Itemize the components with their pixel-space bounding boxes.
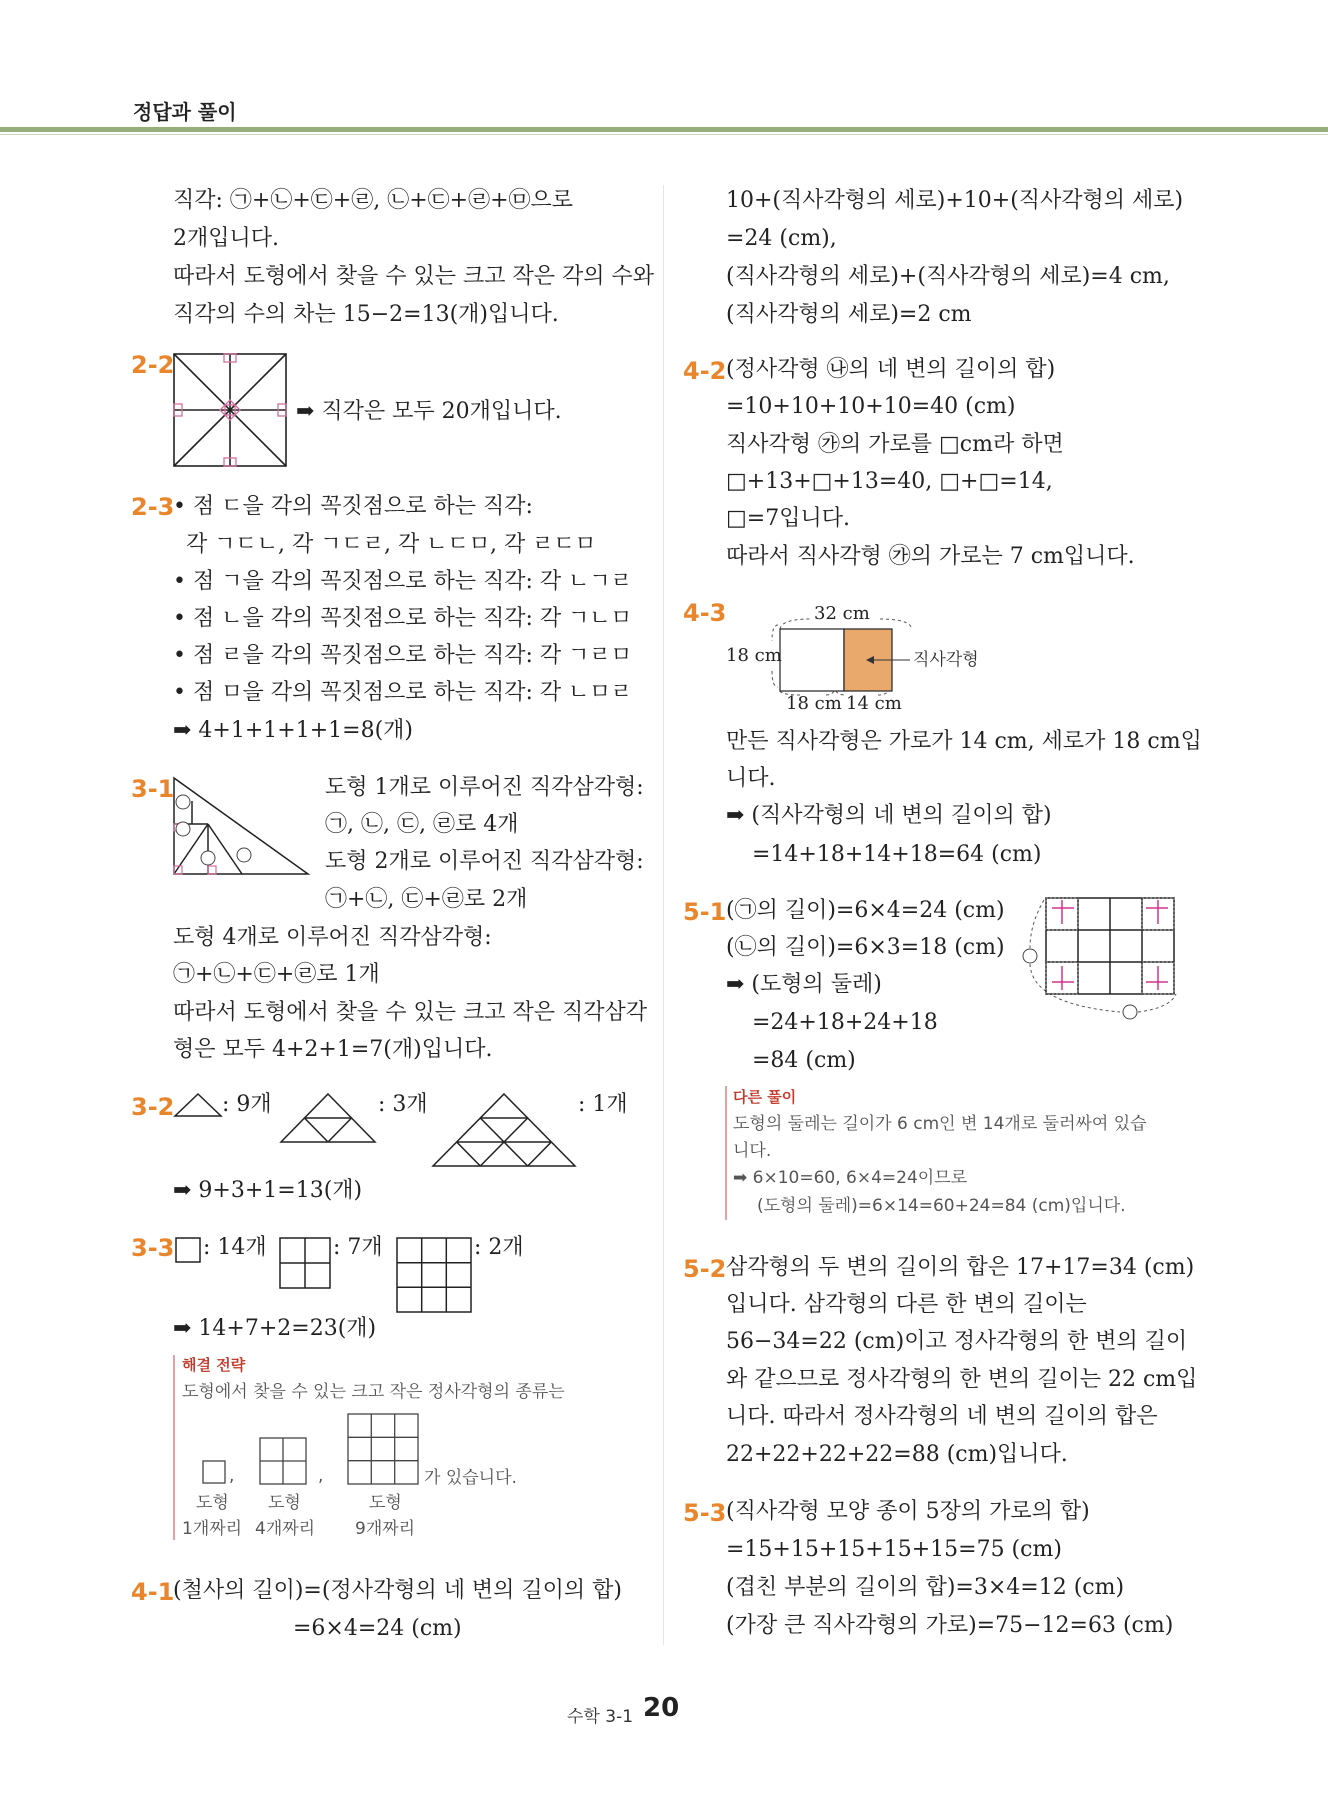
text-line: 2개입니다. xyxy=(173,226,279,251)
count-text: : 3개 xyxy=(378,1092,428,1117)
text-line: ㉠+㉡+㉢+㉣로 1개 xyxy=(173,962,380,987)
text-line: 형은 모두 4+2+1=7(개)입니다. xyxy=(173,1037,493,1062)
text-line: =24+18+24+18 xyxy=(752,1010,938,1035)
text-line: (가장 큰 직사각형의 가로)=75−12=63 (cm) xyxy=(726,1613,1174,1638)
text-line: 각 ㄱㄷㄴ, 각 ㄱㄷㄹ, 각 ㄴㄷㅁ, 각 ㄹㄷㅁ xyxy=(186,532,596,557)
problem-label: 3-1 xyxy=(131,775,175,803)
alt-text: (도형의 둘레)=6×14=60+24=84 (cm)입니다. xyxy=(757,1196,1126,1216)
text-line: 만든 직사각형은 가로가 14 cm, 세로가 18 cm입 xyxy=(726,729,1202,754)
header-bar xyxy=(0,127,1328,132)
small-triangle-icon xyxy=(173,1092,223,1118)
text-line: (겹친 부분의 길이의 합)=3×4=12 (cm) xyxy=(726,1575,1125,1600)
text-line: ➡ 14+7+2=23(개) xyxy=(173,1316,377,1341)
cross-shape-figure xyxy=(1020,894,1180,1028)
dimension-label: 14 cm xyxy=(846,693,902,714)
alt-text: ➡ 6×10=60, 6×4=24이므로 xyxy=(733,1168,968,1188)
text-line: ㉠, ㉡, ㉢, ㉣로 4개 xyxy=(325,812,519,837)
text-line: (㉡의 길이)=6×3=18 (cm) xyxy=(726,935,1005,960)
text-line: 도형 2개로 이루어진 직각삼각형: xyxy=(325,849,644,874)
square-9-grid xyxy=(396,1237,472,1313)
dimension-label: 18 cm xyxy=(726,645,782,666)
strategy-suffix: 가 있습니다. xyxy=(424,1468,517,1488)
text-line: ➡ 4+1+1+1+1=8(개) xyxy=(173,718,413,743)
text-line: 삼각형의 두 변의 길이의 합은 17+17=34 (cm) xyxy=(726,1255,1195,1280)
comma: , xyxy=(318,1466,324,1486)
count-text: : 2개 xyxy=(474,1235,524,1260)
text-line: ㉠+㉡, ㉢+㉣로 2개 xyxy=(325,887,528,912)
strategy-bar xyxy=(173,1355,175,1540)
caption: 도형 xyxy=(369,1493,402,1513)
text-line: 도형 4개로 이루어진 직각삼각형: xyxy=(173,925,492,950)
text-line: 입니다. 삼각형의 다른 한 변의 길이는 xyxy=(726,1292,1087,1317)
alt-solution-tag: 다른 풀이 xyxy=(733,1088,797,1106)
right-triangle-figure xyxy=(172,776,310,876)
text-line: 직각: ㉠+㉡+㉢+㉣, ㉡+㉢+㉣+㉤으로 xyxy=(173,188,574,213)
caption: 도형 xyxy=(268,1493,301,1513)
strategy-square-4 xyxy=(259,1437,307,1485)
text-line: • 점 ㄴ을 각의 꼭짓점으로 하는 직각: 각 ㄱㄴㅁ xyxy=(173,606,632,631)
text-line: ➡ 9+3+1=13(개) xyxy=(173,1178,363,1203)
page-number: 20 xyxy=(643,1693,680,1723)
problem-label: 4-2 xyxy=(683,357,727,385)
problem-label: 2-2 xyxy=(131,351,175,379)
problem-label: 5-2 xyxy=(683,1255,727,1283)
problem-label: 4-1 xyxy=(131,1578,175,1606)
text-line: □+13+□+13=40, □+□=14, xyxy=(726,469,1053,494)
text-line: =6×4=24 (cm) xyxy=(293,1616,462,1641)
text-line: 10+(직사각형의 세로)+10+(직사각형의 세로) xyxy=(726,188,1184,213)
text-line: 따라서 도형에서 찾을 수 있는 크고 작은 각의 수와 xyxy=(173,264,654,289)
text-line: 직각의 수의 차는 15−2=13(개)입니다. xyxy=(173,302,559,327)
text-line: (㉠의 길이)=6×4=24 (cm) xyxy=(726,898,1005,923)
text-line: 56−34=22 (cm)이고 정사각형의 한 변의 길이 xyxy=(726,1329,1188,1354)
count-text: : 1개 xyxy=(578,1092,628,1117)
rectangle-fold-figure xyxy=(770,615,920,695)
problem-label: 2-3 xyxy=(131,493,175,521)
text-line: =14+18+14+18=64 (cm) xyxy=(752,842,1042,867)
problem-label: 5-1 xyxy=(683,898,727,926)
text-line: 따라서 직사각형 ㉮의 가로는 7 cm입니다. xyxy=(726,544,1135,569)
text-line: 따라서 도형에서 찾을 수 있는 크고 작은 직각삼각 xyxy=(173,1000,647,1025)
problem-label: 3-2 xyxy=(131,1093,175,1121)
text-line: • 점 ㄷ을 각의 꼭짓점으로 하는 직각: xyxy=(173,494,533,519)
right-angle-square-figure xyxy=(172,352,288,468)
caption: 9개짜리 xyxy=(355,1519,416,1539)
column-divider xyxy=(663,185,664,1645)
text-line: (정사각형 ㉯의 네 변의 길이의 합) xyxy=(726,357,1056,382)
square-4-grid xyxy=(279,1237,331,1289)
text-line: 22+22+22+22=88 (cm)입니다. xyxy=(726,1442,1068,1467)
text-line: (직사각형의 세로)=2 cm xyxy=(726,302,972,327)
strategy-tag: 해결 전략 xyxy=(182,1356,246,1374)
text-line: 직사각형 ㉮의 가로를 □cm라 하면 xyxy=(726,432,1064,457)
square-1-icon xyxy=(175,1237,201,1263)
count-text: : 9개 xyxy=(222,1092,272,1117)
caption: 도형 xyxy=(196,1493,229,1513)
problem-label: 5-3 xyxy=(683,1499,727,1527)
text-line: (철사의 길이)=(정사각형의 네 변의 길이의 합) xyxy=(173,1578,623,1603)
strategy-square-9 xyxy=(347,1413,419,1485)
text-line: =15+15+15+15+15=75 (cm) xyxy=(726,1537,1062,1562)
problem-label: 3-3 xyxy=(131,1234,175,1262)
text-line: • 점 ㄱ을 각의 꼭짓점으로 하는 직각: 각 ㄴㄱㄹ xyxy=(173,569,632,594)
text-line: • 점 ㅁ을 각의 꼭짓점으로 하는 직각: 각 ㄴㅁㄹ xyxy=(173,680,632,705)
strategy-square-1 xyxy=(202,1460,226,1484)
count-text: : 14개 xyxy=(203,1235,267,1260)
text-line: ➡ (도형의 둘레) xyxy=(726,972,882,997)
text-line: 와 같으므로 정사각형의 한 변의 길이는 22 cm입 xyxy=(726,1367,1198,1392)
dimension-label: 18 cm xyxy=(786,693,842,714)
triangle-9-figure xyxy=(431,1092,577,1168)
text-line: =84 (cm) xyxy=(752,1048,856,1073)
triangle-4-figure xyxy=(279,1092,377,1144)
caption: 1개짜리 xyxy=(182,1519,243,1539)
footer-subject: 수학 3-1 xyxy=(567,1707,634,1727)
dimension-label: 32 cm xyxy=(814,603,870,624)
text-line: 니다. 따라서 정사각형의 네 변의 길이의 합은 xyxy=(726,1404,1158,1429)
caption: 4개짜리 xyxy=(255,1519,316,1539)
text-line: 니다. xyxy=(726,766,776,791)
text-line: 도형 1개로 이루어진 직각삼각형: xyxy=(325,775,644,800)
text-line: • 점 ㄹ을 각의 꼭짓점으로 하는 직각: 각 ㄱㄹㅁ xyxy=(173,643,632,668)
alt-solution-bar xyxy=(725,1086,727,1220)
answer-line: ➡ 직각은 모두 20개입니다. xyxy=(296,399,562,424)
text-line: (직사각형의 세로)+(직사각형의 세로)=4 cm, xyxy=(726,264,1170,289)
text-line: (직사각형 모양 종이 5장의 가로의 합) xyxy=(726,1499,1090,1524)
alt-text: 도형의 둘레는 길이가 6 cm인 변 14개로 둘러싸여 있습 xyxy=(733,1114,1147,1134)
count-text: : 7개 xyxy=(333,1235,383,1260)
header-title: 정답과 풀이 xyxy=(133,100,237,124)
pointer-label: 직사각형 xyxy=(913,650,979,670)
strategy-text: 도형에서 찾을 수 있는 크고 작은 정사각형의 종류는 xyxy=(182,1382,565,1402)
text-line: =24 (cm), xyxy=(726,226,837,251)
text-line: □=7입니다. xyxy=(726,506,850,531)
text-line: =10+10+10+10=40 (cm) xyxy=(726,394,1016,419)
comma: , xyxy=(229,1466,235,1486)
alt-text: 니다. xyxy=(733,1141,772,1161)
text-line: ➡ (직사각형의 네 변의 길이의 합) xyxy=(726,803,1052,828)
problem-label: 4-3 xyxy=(683,599,727,627)
header-rule xyxy=(0,134,1328,135)
